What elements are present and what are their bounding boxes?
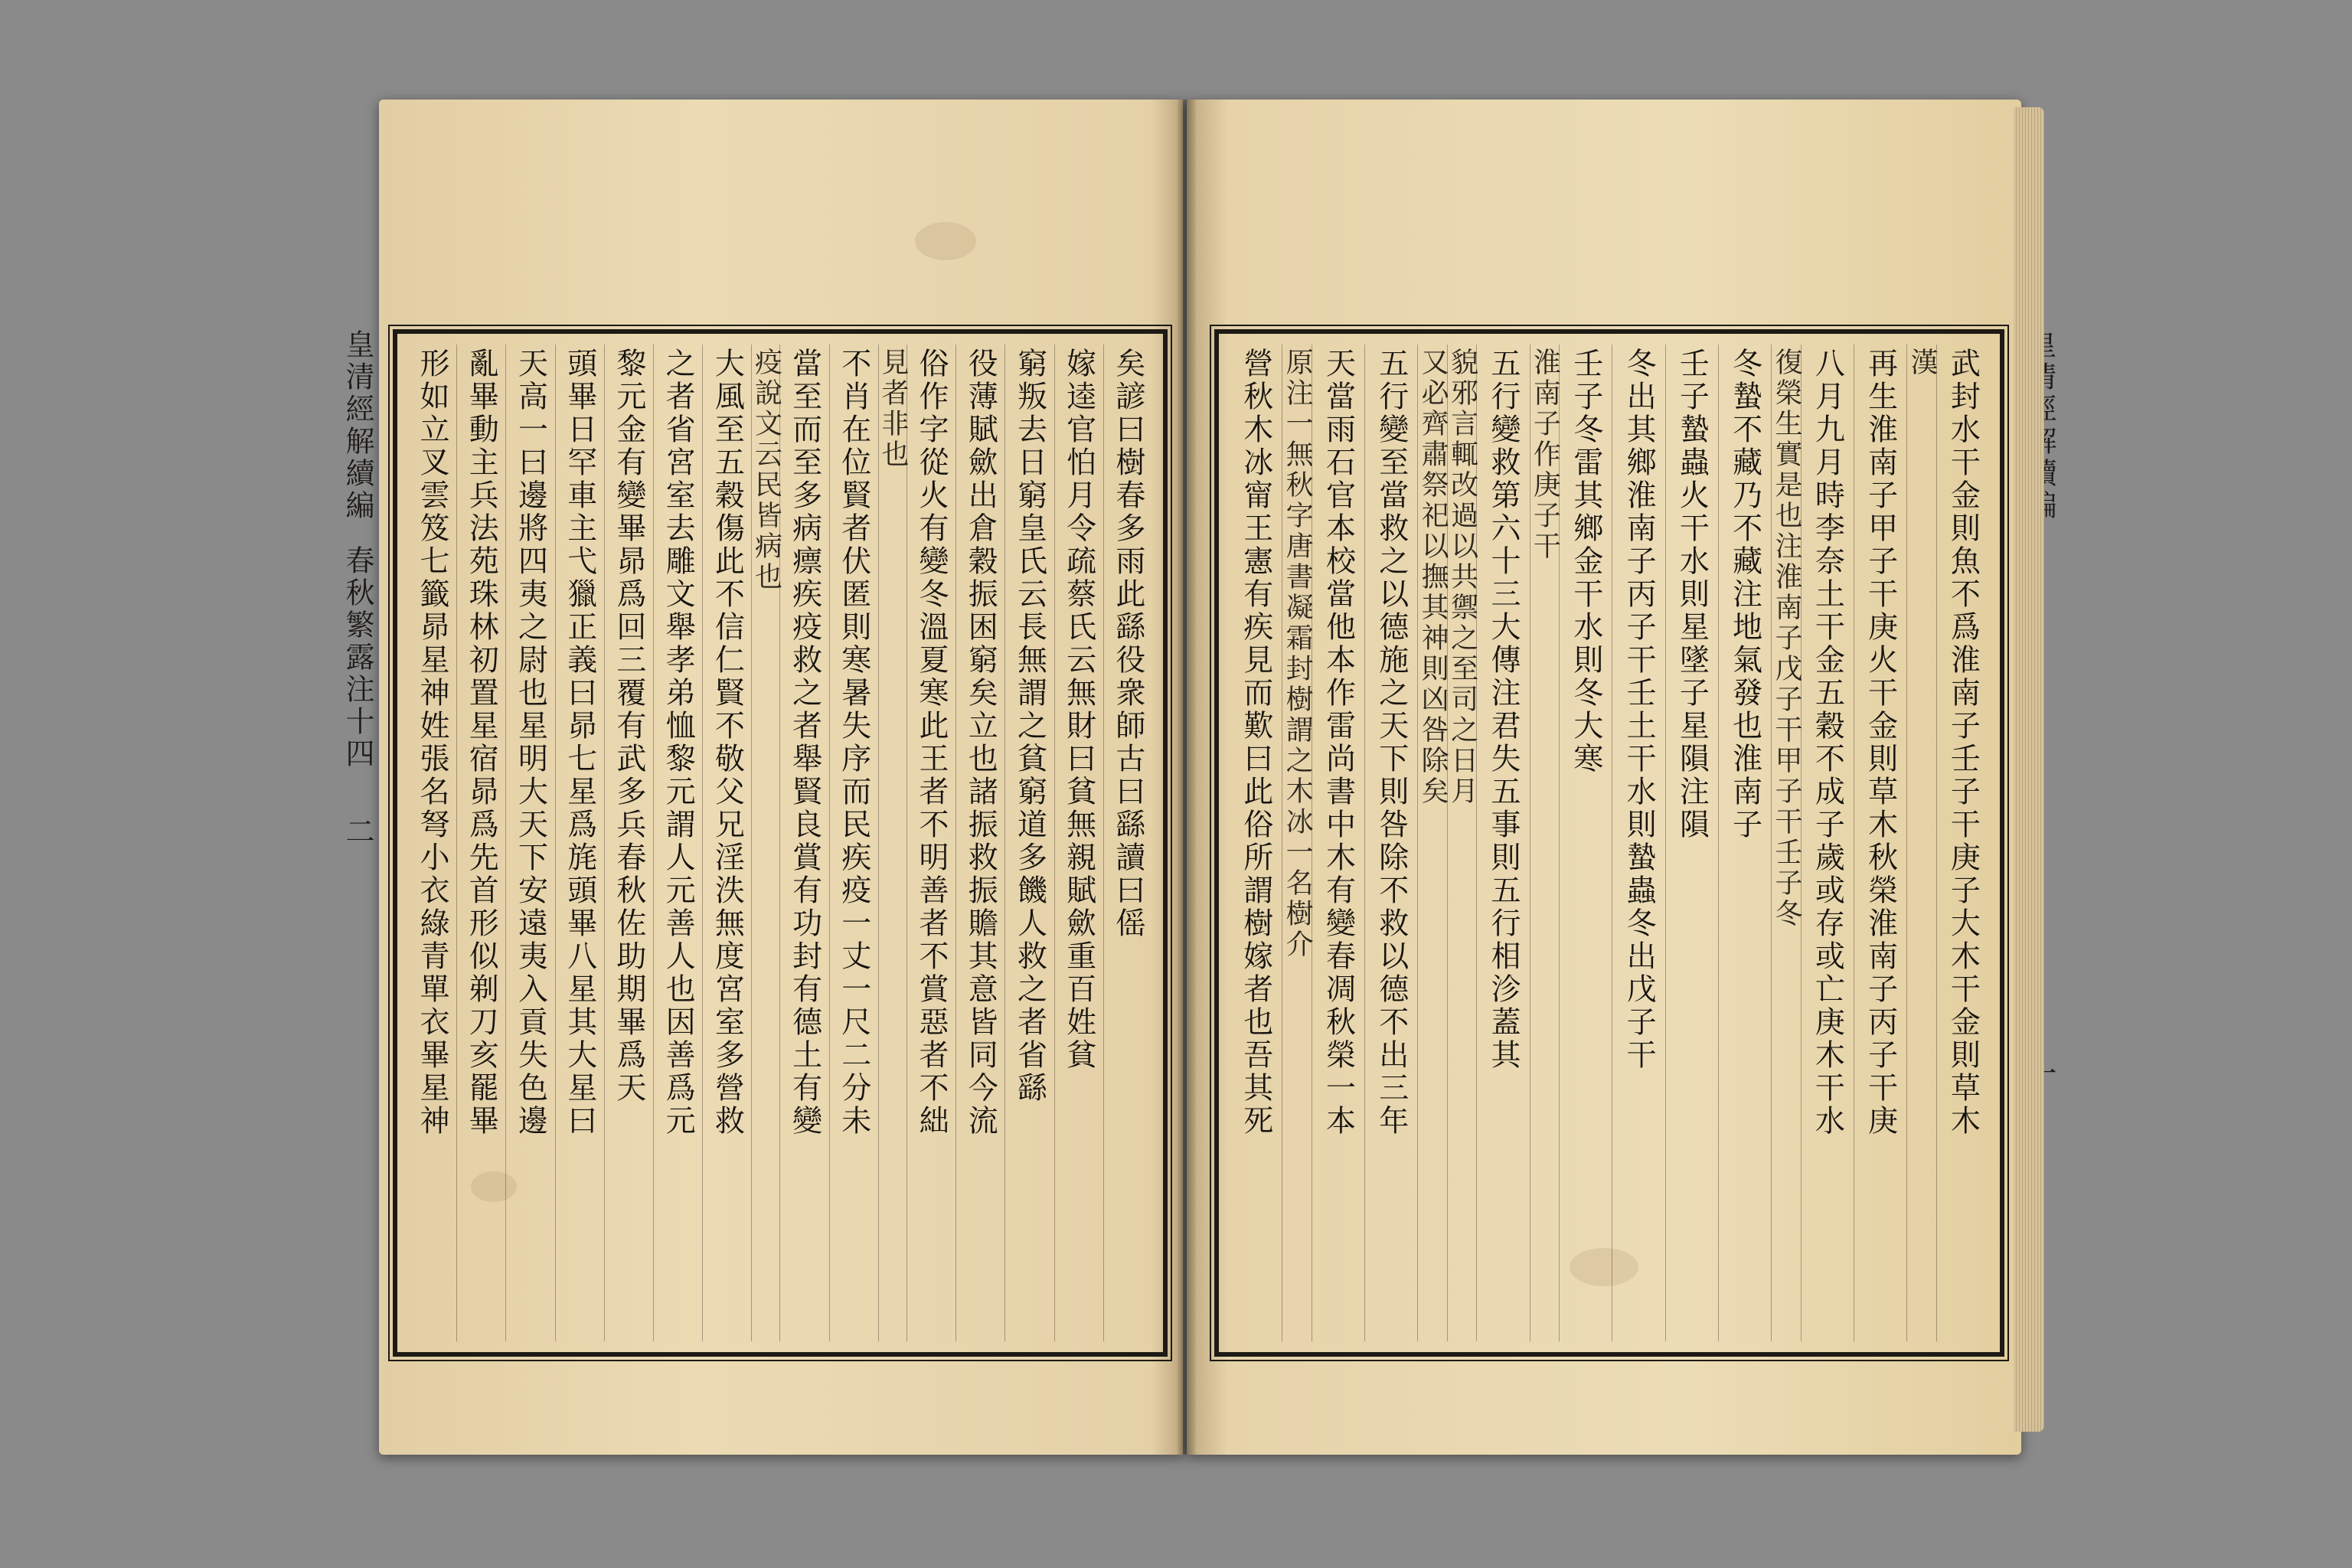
text-column: 天高一曰邊將四夷之尉也星明大天下安遠夷入貢失色邊 bbox=[505, 345, 554, 1341]
text-column: 再生淮南子甲子干庚火干金則草木秋榮淮南子丙子干庚 bbox=[1854, 345, 1906, 1341]
text-column: 冬出其鄉淮南子丙子干壬土干水則蟄蟲冬出戊子干 bbox=[1612, 345, 1664, 1341]
page-edges bbox=[2014, 107, 2044, 1432]
text-column: 頭畢日罕車主弋獵正義曰昴七星爲旄頭畢八星其大星曰 bbox=[555, 345, 604, 1341]
text-column: 五行變至當救之以德施之天下則咎除不救以德不出三年 bbox=[1364, 345, 1417, 1341]
text-column: 役薄賦歛出倉穀振困窮矣立也諸振救振贍其意皆同今流 bbox=[956, 345, 1004, 1341]
book-spine bbox=[1178, 100, 1196, 1455]
text-column: 五行變救第六十三大傳注君失五事則五行相沴蓋其 bbox=[1476, 345, 1529, 1341]
text-column: 復榮生實是也注淮南子戊子干甲子干壬子冬 bbox=[1771, 345, 1801, 1341]
right-text-frame bbox=[1214, 329, 2004, 1357]
folio-title: 皇清經解續編 bbox=[341, 329, 374, 522]
text-column: 黎元金有變畢昴爲回三覆有武多兵春秋佐助期畢爲天 bbox=[604, 345, 653, 1341]
text-column: 窮叛去日窮皇氏云長無謂之貧窮道多饑人救之者省繇 bbox=[1004, 345, 1054, 1341]
text-column: 見者非也 bbox=[878, 345, 906, 1341]
text-column: 冬蟄不藏乃不藏注地氣發也淮南子 bbox=[1718, 345, 1771, 1341]
text-column: 矣諺曰樹春多雨此繇役衆師古曰繇讀曰傜 bbox=[1103, 345, 1152, 1341]
text-column: 天當雨石官本校當他本作雷尚書中木有變春凋秋榮一本 bbox=[1312, 345, 1364, 1341]
right-page bbox=[1187, 100, 2021, 1455]
text-column: 貌邪言輒改過以共禦之至司之日月 bbox=[1447, 345, 1477, 1341]
text-column: 八月九月時李奈土干金五穀不成子歲或存或亡庚木干水 bbox=[1801, 345, 1854, 1341]
text-column: 淮南子作庚子干 bbox=[1530, 345, 1560, 1341]
left-columns bbox=[408, 345, 1152, 1341]
text-column: 原注一無秋字唐書凝霜封樹謂之木冰一名樹介 bbox=[1282, 345, 1312, 1341]
text-column: 亂畢動主兵法苑珠林初置星宿昴爲先首形似剃刀亥罷畢 bbox=[456, 345, 505, 1341]
text-column: 形如立叉雲笈七籤昴星神姓張名弩小衣綠青單衣畢星神 bbox=[415, 348, 450, 1138]
folio-page-number: 二 bbox=[341, 816, 374, 848]
text-column: 俗作字從火有變冬溫夏寒此王者不明善者不賞惡者不絀 bbox=[906, 345, 956, 1341]
left-text-frame bbox=[393, 329, 1168, 1357]
text-column: 嫁逵官怕月令疏蔡氏云無財曰貧無親賦歛重百姓貧 bbox=[1054, 345, 1103, 1341]
text-column: 不肖在位賢者伏匿則寒暑失序而民疾疫一丈一尺二分未 bbox=[829, 345, 878, 1341]
left-folio bbox=[341, 329, 379, 1348]
text-column: 武封水干金則魚不爲淮南子壬子干庚子大木干金則草木 bbox=[1936, 345, 1989, 1341]
text-column: 壬子蟄蟲火干水則星墜子星隕注隕 bbox=[1665, 345, 1718, 1341]
text-column: 之者省宮室去雕文舉孝弟恤黎元謂人元善人也因善爲元 bbox=[653, 345, 702, 1341]
text-column: 大風至五穀傷此不信仁賢不敬父兄淫泆無度宮室多營救 bbox=[702, 345, 751, 1341]
text-column: 漢 bbox=[1906, 345, 1936, 1341]
text-column: 又必齊肅祭祀以撫其神則凶咎除矣 bbox=[1417, 345, 1447, 1341]
text-column: 營秋木冰甯王憲有疾見而歎曰此俗所謂樹嫁者也吾其死 bbox=[1238, 348, 1273, 1138]
folio-chapter: 春秋繁露注十四 bbox=[341, 545, 374, 770]
left-page bbox=[341, 100, 1183, 1455]
text-column: 疫說文云民皆病也 bbox=[751, 345, 779, 1341]
text-column: 當至而至多病瘭疾疫救之者舉賢良賞有功封有德土有變 bbox=[779, 345, 828, 1341]
text-column: 壬子冬雷其鄉金干水則冬大寒 bbox=[1559, 345, 1612, 1341]
open-book bbox=[341, 84, 2060, 1470]
right-columns bbox=[1230, 345, 1989, 1341]
